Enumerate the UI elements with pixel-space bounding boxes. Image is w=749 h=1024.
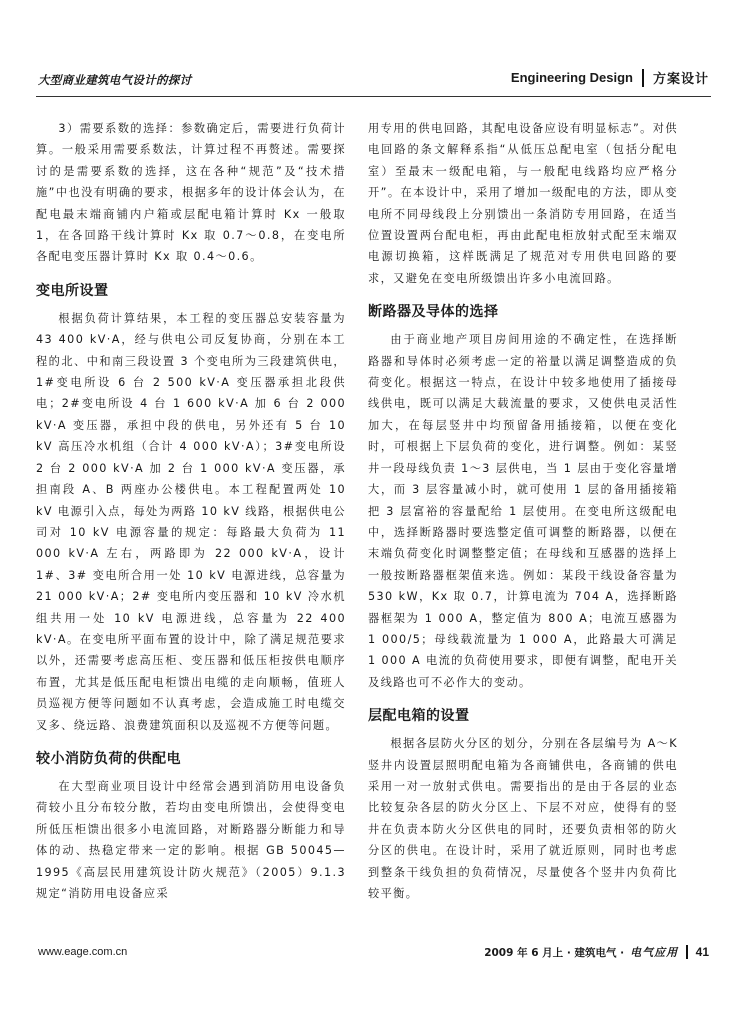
journal-logo: 电气应用 (630, 946, 679, 959)
paragraph: 由于商业地产项目房间用途的不确定性，在选择断路器和导体时必须考虑一定的裕量以满足调整造成的负荷变化。根据这一特点，在设计中较多地使用了插接母线供电，既可以满足大载流量的要求，又使供电灵活性加大，在每层竖井中均预留备用插接箱，以便在变化时，可根据上下层负荷的变化，进行调整。例如：某竖井一段母线负责 1～3 层供电，当 1 层由于变化容量增大，而 3 层容量减小时，就可使用 1 层的备用插接箱把 3 层富裕的容量配给 1 层使用。在变电所这级配电中，选择断路器时要选整定值可调整的断路器，以便在末端负荷变化时调整整定值；在母线和互感器的选择上一般按断路器框架值来选。例如：某段干线设备容量为 530 kW，Kx 取 0.7，计算电流为 704 A，选择断路器框架为 1 000 A，整定值为 800 A；电流互感器为 1 000/5；母线载流量为 1 000 A，此路最大可满足 1 000 A 电流的负荷使用要求，即便有调整，配电开关及线路也可不必作大的变动。 (368, 333, 678, 689)
paragraph: 用专用的供电回路，其配电设备应设有明显标志”。对供电回路的条文解释系指“从低压总配电室（包括分配电室）至最末一级配电箱，与一般配电线路均应严格分开”。在本设计中，采用了增加一级配电的方法，即从变电所不同母线段上分别馈出一条消防专用回路，在适当位置设置两台配电柜，再由此配电柜放射式配至末端双电源切换箱，这样既满足了规范对专用供电回路的要求，又避免在变电所级馈出许多小电流回路。 (368, 122, 678, 285)
section-chinese: 方案设计 (652, 72, 709, 87)
section-heading: 较小消防负荷的供配电 (36, 750, 181, 767)
section-heading: 断路器及导体的选择 (368, 304, 499, 321)
left-column (36, 118, 346, 904)
footer-issue: 2009 年 6 月上 · 建筑电气 · (484, 946, 625, 959)
footer-info (484, 944, 709, 960)
right-column (368, 118, 678, 904)
paragraph: 在大型商业项目设计中经常会遇到消防用电设备负荷较小且分布较分散，若均由变电所馈出，会使得变电所低压柜馈出很多小电流回路，对断路器分断能力和导体的动、热稳定带来一定的影响。根据 GB 50045—1995《高层民用建筑设计防火规范》（2005）9.1.3 规定“消防用电设备应采 (36, 779, 346, 900)
section-english: Engineering Design (510, 70, 633, 85)
page-number: 41 (695, 945, 709, 959)
paragraph: 3）需要系数的选择：参数确定后，需要进行负荷计算。一般采用需要系数法，计算过程不再赘述。需要探讨的是需要系数的选择，这在各种“规范”及“技术措施”中也没有明确的要求，根据多年的设计体会认为，在配电最末端商铺内户箱或层配电箱计算时 Kx 一般取 1，在各回路干线计算时 Kx 取 0.7～0.8，在变电所各配电变压器计算时 Kx 取 0.4～0.6。 (36, 122, 346, 264)
footer-divider (686, 945, 688, 959)
paragraph: 根据负荷计算结果，本工程的变压器总安装容量为 43 400 kV·A，经与供电公司反复协商，分别在本工程的北、中和南三段设置 3 个变电所为三段建筑供电，1#变电所设 6 台 2 500 kV·A 变压器承担北段供电；2#变电所设 4 台 1 600 kV·A 加 6 台 2 000 kV·A 变压器，承担中段的供电，另外还有 5 台 10 kV 高压冷水机组（合计 4 000 kV·A）；3#变电所设 2 台 2 000 kV·A 加 2 台 1 000 kV·A 变压器，承担南段 A、B 两座办公楼供电。本工程配置两处 10 kV 电源引入点，每处为两路 10 kV 线路，根据供电公司对 10 kV 电源容量的规定：每路最大负荷为 11 000 kV·A 左右，两路即为 22 000 kV·A，设计 1#、3# 变电所合用一处 10 kV 电源进线，总容量为21 000 kV·A；2# 变电所内变压器和 10 kV 冷水机组共用一处 10 kV 电源进线，总容量为 22 400 kV·A。在变电所平面布置的设计中，除了满足规范要求以外，还需要考虑高压柜、变压器和低压柜按供电顺序布置，尤其是低压配电柜馈出电缆的走向顺畅，值班人员巡视方便等问题如不认真考虑，会造成施工时电缆交叉多、绕远路、浪费建筑面积以及巡视不方便等问题。 (36, 311, 346, 732)
header-divider (642, 69, 644, 87)
footer-url: www.eage.com.cn (38, 946, 128, 958)
section-header (511, 68, 709, 87)
header-rule (36, 96, 711, 97)
section-heading: 层配电箱的设置 (368, 708, 470, 725)
paragraph: 根据各层防火分区的划分，分别在各层编号为 A～K 竖井内设置层照明配电箱为各商铺供电，各商铺的供电采用一对一放射式供电。需要指出的是由于各层的业态比较复杂各层的防火分区上、下层不对应，使得有的竖井在负责本防火分区供电的同时，还要负责相邻的防火分区的供电。在设计时，采用了就近原则，同时也考虑到整条干线负担的负荷情况，尽量使各个竖井内负荷比较平衡。 (368, 737, 678, 900)
running-title: 大型商业建筑电气设计的探讨 (38, 73, 192, 87)
section-heading: 变电所设置 (36, 282, 109, 299)
